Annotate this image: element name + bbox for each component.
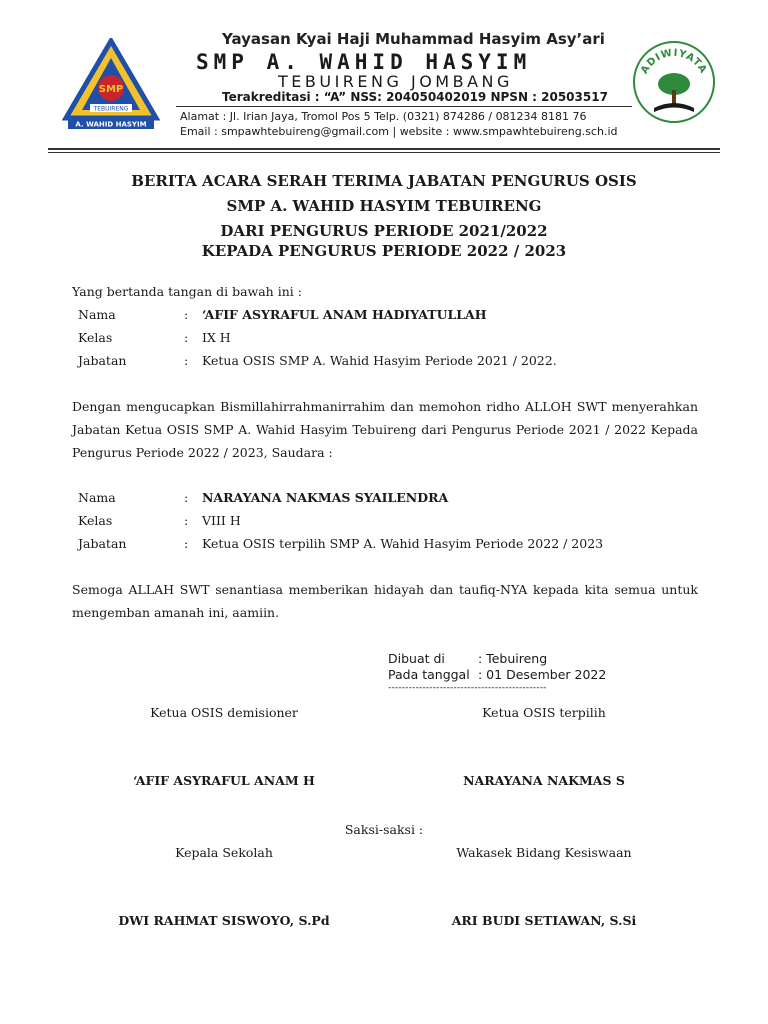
handover-paragraph: Dengan mengucapkan Bismillahirrahmanirrahim dan memohon ridho ALLOH SWT menyerahkan Jabatan Ketua OSIS SMP A. Wahid Hasyim Tebuireng dari Pengurus Periode 2021 / 2022 Kepada Pengurus Periode 2022 / 2023, Saudara : [72, 399, 698, 460]
sig-principal-name: DWI RAHMAT SISWOYO, S.Pd [118, 913, 330, 928]
doc-title-line1: BERITA ACARA SERAH TERIMA JABATAN PENGURUS OSIS [131, 172, 637, 190]
made-at-value: : Tebuireng [478, 651, 548, 666]
witness-label: Saksi-saksi : [344, 822, 424, 837]
header-divider [176, 106, 632, 107]
foundation-name: Yayasan Kyai Haji Muhammad Hasyim Asy’ari [222, 30, 605, 48]
colon: : [184, 490, 189, 505]
school-logo [62, 38, 160, 134]
header-rule-thin [48, 152, 720, 153]
sig-vice-name: ARI BUDI SETIAWAN, S.Si [451, 913, 637, 928]
second-position-label: Jabatan [78, 536, 127, 551]
colon: : [184, 513, 189, 528]
second-name-value: NARAYANA NAKMAS SYAILENDRA [202, 490, 449, 505]
doc-title-line4: KEPADA PENGURUS PERIODE 2022 / 2023 [201, 242, 567, 260]
prayer-paragraph: Semoga ALLAH SWT senantiasa memberikan hidayah dan taufiq-NYA kepada kita semua untuk mengemban amanah ini, aamiin. [72, 582, 698, 620]
logo-smp-text: SMP [98, 84, 124, 95]
colon: : [184, 307, 189, 322]
school-city: TEBUIRENG JOMBANG [278, 72, 513, 91]
contact-line: Email : smpawhtebuireng@gmail.com | website : www.smpawhtebuireng.sch.id [180, 125, 618, 138]
address-line: Alamat : Jl. Irian Jaya, Tromol Pos 5 Telp. (0321) 874286 / 081234 8181 76 [180, 110, 587, 123]
adiwiyata-text: ADIWIYATA [639, 47, 709, 76]
colon: : [184, 536, 189, 551]
date-dashes: ---------------------------------------------- [388, 683, 547, 693]
first-name-label: Nama [78, 307, 116, 322]
date-label: Pada tanggal [388, 667, 470, 682]
accreditation-line: Terakreditasi : “A” NSS: 204050402019 NPSN : 20503517 [222, 90, 608, 104]
header-rule [48, 148, 720, 150]
first-position-label: Jabatan [78, 353, 127, 368]
second-name-label: Nama [78, 490, 116, 505]
date-value: : 01 Desember 2022 [478, 667, 607, 682]
sig-left-name: ‘AFIF ASYRAFUL ANAM H [133, 773, 315, 788]
first-position-value: Ketua OSIS SMP A. Wahid Hasyim Periode 2021 / 2022. [202, 353, 557, 368]
sig-right-name: NARAYANA NAKMAS S [463, 773, 625, 788]
doc-title-line3: DARI PENGURUS PERIODE 2021/2022 [220, 222, 548, 240]
second-position-value: Ketua OSIS terpilih SMP A. Wahid Hasyim Periode 2022 / 2023 [202, 536, 604, 551]
logo-ribbon-text: TEBUIRENG [93, 105, 129, 113]
second-class-value: VIII H [202, 513, 241, 528]
first-name-value: ‘AFIF ASYRAFUL ANAM HADIYATULLAH [202, 307, 487, 322]
second-class-label: Kelas [78, 513, 113, 528]
doc-title-line2: SMP A. WAHID HASYIM TEBUIRENG [226, 197, 542, 215]
colon: : [184, 330, 189, 345]
intro-text: Yang bertanda tangan di bawah ini : [72, 284, 302, 299]
first-class-value: IX H [202, 330, 231, 345]
sig-vice-role: Wakasek Bidang Kesiswaan [456, 845, 632, 860]
sig-left-role: Ketua OSIS demisioner [150, 705, 298, 720]
colon: : [184, 353, 189, 368]
school-name: SMP A. WAHID HASYIM [196, 50, 532, 74]
first-class-label: Kelas [78, 330, 113, 345]
adiwiyata-logo [632, 40, 716, 124]
logo-bottom-text: A. WAHID HASYIM [75, 120, 147, 129]
sig-right-role: Ketua OSIS terpilih [482, 705, 606, 720]
sig-principal-role: Kepala Sekolah [175, 845, 273, 860]
made-at-label: Dibuat di [388, 651, 445, 666]
